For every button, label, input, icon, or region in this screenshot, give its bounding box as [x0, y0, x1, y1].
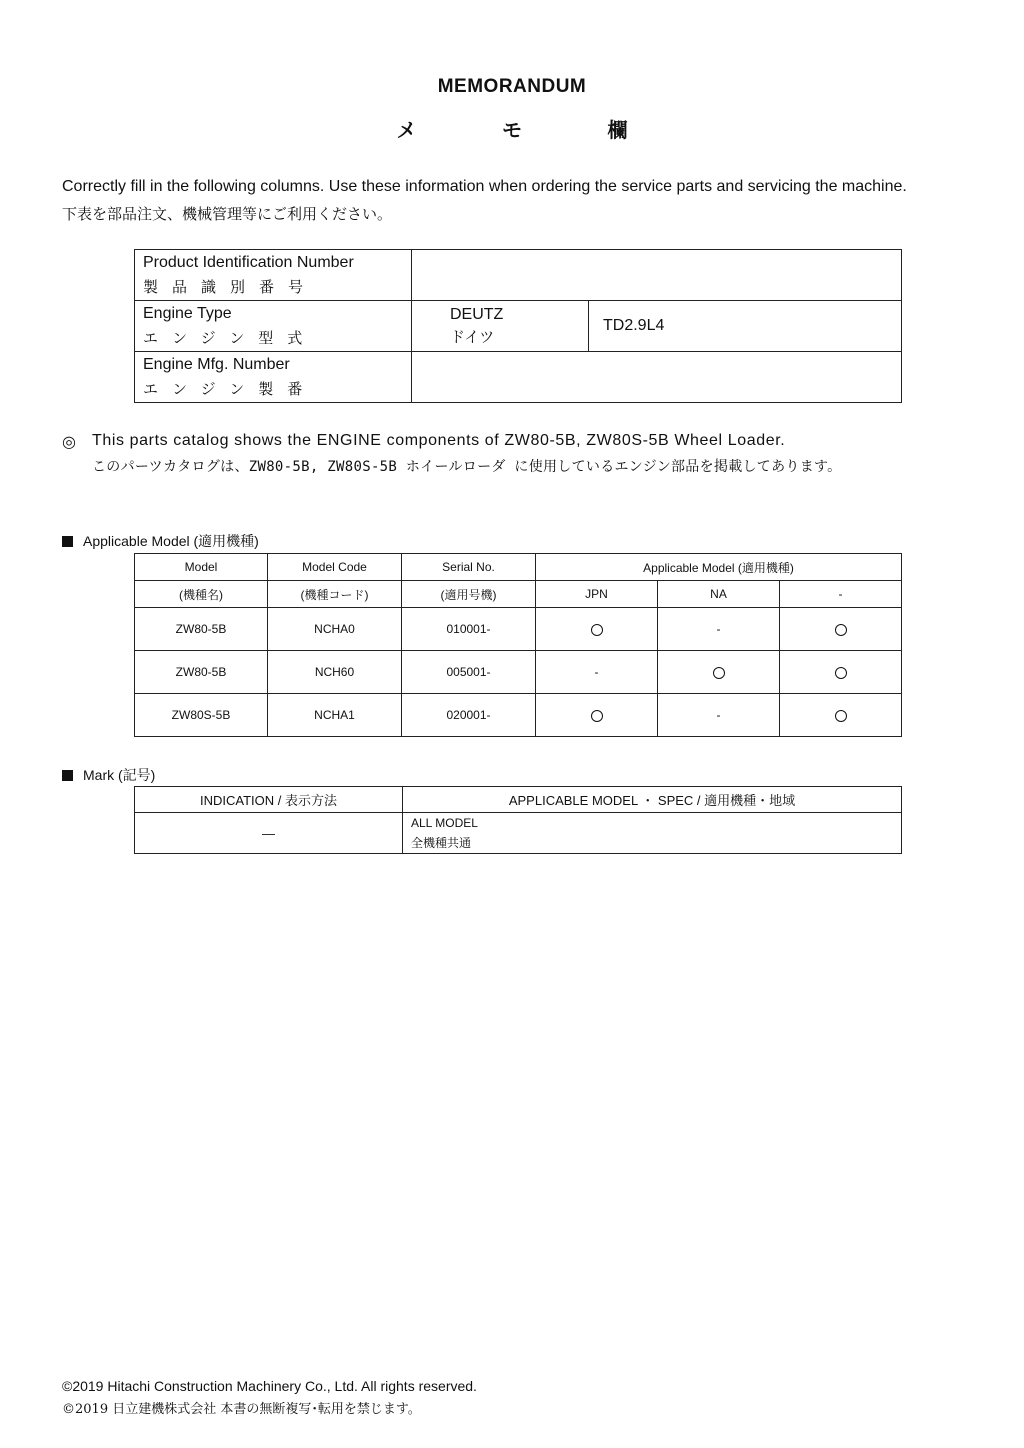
circle-mark-icon	[835, 710, 847, 722]
cell-mark: -	[536, 651, 658, 694]
cell-mark	[780, 694, 902, 737]
engine-model: TD2.9L4	[589, 301, 902, 352]
cell-mark	[658, 651, 780, 694]
intro-text-jp: 下表を部品注文、機械管理等にご利用ください。	[62, 205, 393, 223]
mark-heading-text: Mark (記号)	[83, 767, 156, 783]
bullet-square-icon	[62, 536, 73, 547]
memo-table	[134, 249, 902, 403]
circle-mark-icon	[713, 667, 725, 679]
cell-model: ZW80-5B	[135, 608, 268, 651]
notice-text: This parts catalog shows the ENGINE components of ZW80-5B, ZW80S-5B Wheel Loader.	[92, 432, 786, 449]
cell-serial: 005001-	[402, 651, 536, 694]
notice-mark-icon: ◎	[62, 434, 76, 451]
table-header-row	[135, 554, 902, 581]
table-row	[135, 813, 902, 854]
memo-row-engine-type	[135, 301, 902, 352]
cell-serial: 010001-	[402, 608, 536, 651]
memo-row-product-id	[135, 250, 902, 301]
page-title: MEMORANDUM	[437, 76, 587, 97]
header-model-code: Model Code	[268, 554, 402, 581]
cell-mark	[780, 608, 902, 651]
circle-mark-icon	[835, 667, 847, 679]
copyright-text: ©2019 Hitachi Construction Machinery Co., Ltd. All rights reserved.	[62, 1378, 477, 1394]
engine-mfg-label	[135, 352, 412, 403]
header-model: Model	[135, 554, 268, 581]
cell-model-code: NCHA1	[268, 694, 402, 737]
memo-row-engine-mfg	[135, 352, 902, 403]
applicable-model-table	[134, 553, 902, 737]
header-region: NA	[658, 581, 780, 608]
product-id-value[interactable]	[412, 250, 902, 301]
applicable-model-heading	[62, 531, 259, 551]
cell-mark: -	[658, 608, 780, 651]
table-row	[135, 651, 902, 694]
product-id-label-jp: 製品識別番号	[143, 277, 318, 296]
table-header-row	[135, 581, 902, 608]
engine-type-label	[135, 301, 412, 352]
cell-model: ZW80S-5B	[135, 694, 268, 737]
header-spec: APPLICABLE MODEL ・ SPEC / 適用機種・地域	[403, 787, 902, 813]
engine-maker	[412, 301, 589, 352]
circle-mark-icon	[591, 710, 603, 722]
mark-heading	[62, 765, 155, 785]
applicable-model-heading-text: Applicable Model (適用機種)	[83, 533, 259, 549]
product-id-label-en: Product Identification Number	[143, 253, 354, 271]
cell-spec	[403, 813, 902, 854]
cell-indication: —	[135, 813, 403, 854]
cell-model-code: NCHA0	[268, 608, 402, 651]
notice-text-jp: このパーツカタログは、ZW80-5B, ZW80S-5B ホイールローダ に使用しているエンジン部品を掲載してあります。	[92, 459, 842, 475]
cell-mark	[536, 608, 658, 651]
bullet-square-icon	[62, 770, 73, 781]
circle-mark-icon	[591, 624, 603, 636]
cell-mark: -	[658, 694, 780, 737]
page-title-jp: メ モ 欄	[396, 120, 668, 142]
product-id-label	[135, 250, 412, 301]
engine-type-label-en: Engine Type	[143, 304, 232, 322]
table-row	[135, 694, 902, 737]
engine-maker-jp: ドイツ	[450, 327, 495, 346]
table-row	[135, 608, 902, 651]
intro-text: Correctly fill in the following columns. Use these information when ordering the service parts and servicing the machine.	[62, 178, 907, 195]
header-applicable: Applicable Model (適用機種)	[536, 554, 902, 581]
header-model-code-jp: (機種コード)	[268, 581, 402, 608]
engine-maker-en: DEUTZ	[450, 305, 504, 323]
engine-mfg-label-jp: エンジン製番	[143, 379, 317, 398]
cell-model: ZW80-5B	[135, 651, 268, 694]
table-header-row	[135, 787, 902, 813]
mark-table	[134, 786, 902, 854]
engine-mfg-label-en: Engine Mfg. Number	[143, 355, 290, 373]
header-model-jp: (機種名)	[135, 581, 268, 608]
spec-text-jp: 全機種共通	[411, 836, 472, 850]
copyright-text-jp: ©2019 日立建機株式会社 本書の無断複写･転用を禁じます。	[62, 1402, 421, 1417]
circle-mark-icon	[835, 624, 847, 636]
cell-serial: 020001-	[402, 694, 536, 737]
engine-mfg-value[interactable]	[412, 352, 902, 403]
spec-text-en: ALL MODEL	[411, 816, 478, 830]
header-serial-jp: (適用号機)	[402, 581, 536, 608]
header-region: JPN	[536, 581, 658, 608]
header-indication: INDICATION / 表示方法	[135, 787, 403, 813]
cell-mark	[536, 694, 658, 737]
header-region: -	[780, 581, 902, 608]
cell-mark	[780, 651, 902, 694]
engine-type-label-jp: エンジン型式	[143, 328, 317, 347]
header-serial: Serial No.	[402, 554, 536, 581]
cell-model-code: NCH60	[268, 651, 402, 694]
